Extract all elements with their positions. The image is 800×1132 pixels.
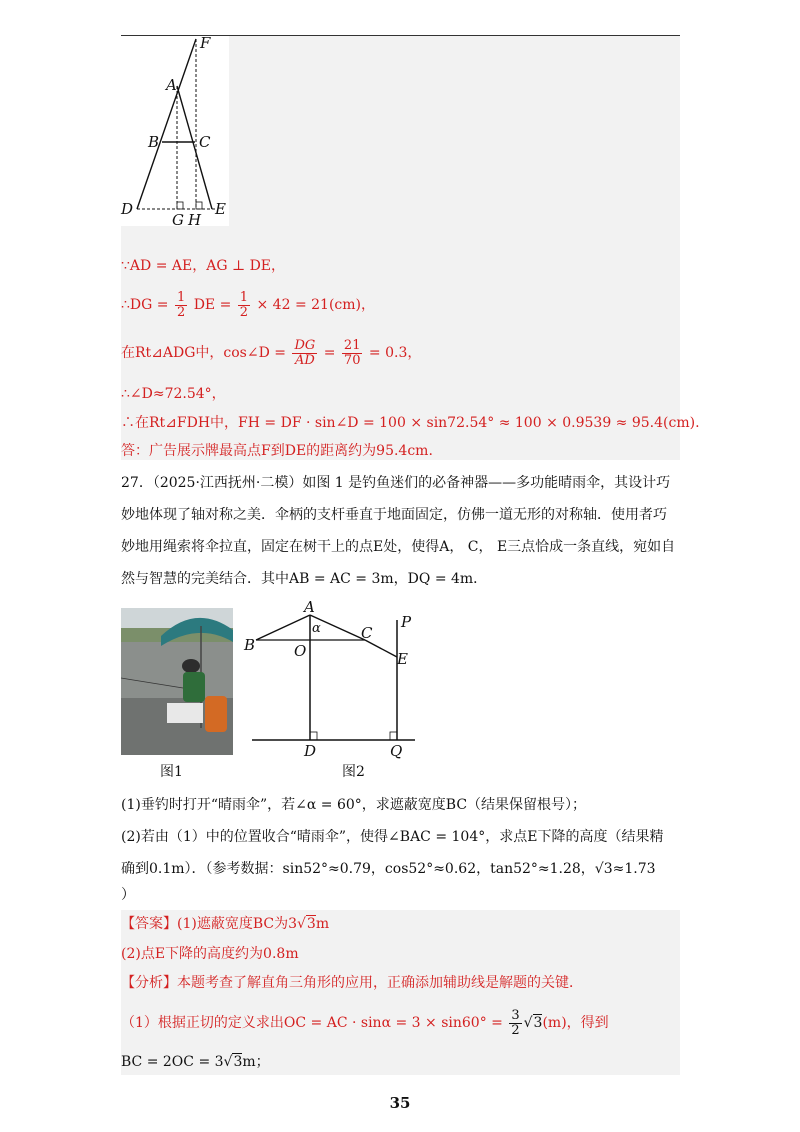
question-27-line-3: 妙地用绳索将伞拉直，固定在树干上的点E处，使得A， C， E三点恰成一条直线，宛如自: [121, 539, 676, 555]
fishing-umbrella-photo: [121, 608, 233, 755]
umbrella-diagram: [240, 600, 420, 760]
frac-num: DG: [294, 337, 316, 353]
answer-1-unit: m: [315, 916, 330, 932]
answer-1-text: (1)遮蔽宽度BC为3: [177, 916, 297, 932]
analysis-line: [121, 973, 583, 993]
frac-den: 2: [239, 304, 249, 320]
step-1-line: （1）根据正切的定义求出OC = AC · sinα = 3 × sin60° = $\frac{3}{2}$ √3(m)，得到: [121, 1007, 609, 1038]
sub-question-1: (1)垂钓时打开“晴雨伞”，若∠α = 60°，求遮蔽宽度BC（结果保留根号）；: [121, 797, 587, 813]
label-P: P: [401, 613, 412, 631]
frac-num: 1: [176, 289, 186, 305]
solution-line-2-prefix: ∴DG =: [121, 297, 169, 313]
label-F: F: [200, 34, 211, 52]
analysis-text: 本题考查了解直角三角形的应用，正确添加辅助线是解题的关键．: [177, 975, 583, 991]
step-1-suffix: (m)，得到: [542, 1015, 609, 1031]
step-2-radicand: 3: [233, 1054, 243, 1070]
solution-line-6: 答：广告展示牌最高点F到DE的距离约为95.4cm.: [121, 443, 433, 459]
solution-line-4: ∴∠D≈72.54°，: [121, 386, 226, 402]
frac-den: 2: [176, 304, 186, 320]
answer-tag: 【答案】: [121, 916, 177, 932]
frac-den: AD: [294, 352, 315, 368]
solution-line-2-mid: DE =: [193, 297, 232, 313]
solution-line-3-prefix: 在Rt⊿ADG中，cos∠D =: [121, 345, 287, 361]
equals-sign: =: [323, 345, 336, 361]
label-B2: B: [244, 636, 256, 654]
solution-line-5: ∴在Rt⊿FDH中，FH = DF · sin∠D = 100 × sin72.54° ≈ 100 × 0.9539 ≈ 95.4(cm).: [121, 415, 700, 431]
step-2-suffix: m；: [242, 1054, 270, 1070]
label-B: B: [148, 133, 160, 151]
fraction-half-2: [238, 291, 250, 320]
frac-den: 2: [511, 1022, 520, 1038]
frac-num: 3: [511, 1007, 520, 1023]
question-27-line-2: 妙地体现了轴对称之美．伞柄的支杆垂直于地面固定，仿佛一道无形的对称轴．使用者巧: [121, 507, 667, 523]
solution-line-3-suffix: = 0.3，: [368, 345, 422, 361]
solution-line-1: ∵AD = AE，AG ⊥ DE，: [121, 258, 286, 274]
step-2-prefix: BC = 2OC = 3: [121, 1054, 224, 1070]
sub-questions: [121, 789, 681, 905]
sub-question-2-line-2: 确到0.1m）．（参考数据：sin52°≈0.79，cos52°≈0.62，tan52°≈1.28，√3≈1.73: [121, 861, 656, 877]
solution-line-2: [121, 290, 375, 320]
label-G: G: [172, 211, 184, 229]
label-C2: C: [361, 624, 373, 642]
fraction-half-1: [175, 291, 187, 320]
answer-line-1: 【答案】(1)遮蔽宽度BC为3√3m: [121, 916, 330, 932]
frac-den: 70: [343, 352, 361, 368]
label-D2: D: [304, 742, 317, 760]
caption-fig2: 图2: [342, 764, 365, 780]
frac-num: 21: [343, 337, 361, 353]
solution-line-3: [121, 338, 421, 368]
sub-question-2-line-1: (2)若由（1）中的位置收合“晴雨伞”，使得∠BAC = 104°，求点E下降的高度（结果精: [121, 829, 664, 845]
triangle-figure: [115, 34, 235, 230]
answer-1-radicand: 3: [306, 916, 316, 932]
question-27: [121, 467, 681, 595]
caption-fig1: 图1: [160, 764, 183, 780]
frac-num: 1: [239, 289, 249, 305]
label-O: O: [294, 642, 307, 660]
label-E2: E: [397, 650, 408, 668]
step-1-prefix: （1）根据正切的定义求出OC = AC · sinα = 3 × sin60° =: [121, 1015, 503, 1031]
label-H: H: [188, 211, 202, 229]
analysis-tag: 【分析】: [121, 975, 177, 991]
label-C: C: [199, 133, 211, 151]
fraction-3-2: [509, 1009, 521, 1038]
label-Q: Q: [390, 742, 403, 760]
label-D: D: [121, 200, 134, 218]
question-27-line-4: 然与智慧的完美结合．其中AB = AC = 3m，DQ = 4m．: [121, 571, 488, 587]
fraction-dg-ad: [292, 339, 317, 368]
label-E: E: [215, 200, 226, 218]
label-A: A: [166, 76, 177, 94]
sub-question-2-line-3: ）: [121, 887, 135, 903]
answer-line-2: (2)点E下降的高度约为0.8m: [121, 946, 299, 962]
fraction-21-70: [342, 339, 363, 368]
solution-line-2-suffix: × 42 = 21(cm)，: [256, 297, 375, 313]
step-1-radicand: 3: [533, 1015, 543, 1031]
page-number: 35: [389, 1094, 411, 1112]
label-alpha: α: [312, 621, 321, 636]
step-2-line: BC = 2OC = 3√3m；: [121, 1054, 270, 1070]
question-27-line-1: 27．（2025·江西抚州·二模）如图 1 是钓鱼迷们的必备神器——多功能晴雨伞，其设计巧: [121, 475, 671, 491]
label-A2: A: [304, 600, 315, 616]
